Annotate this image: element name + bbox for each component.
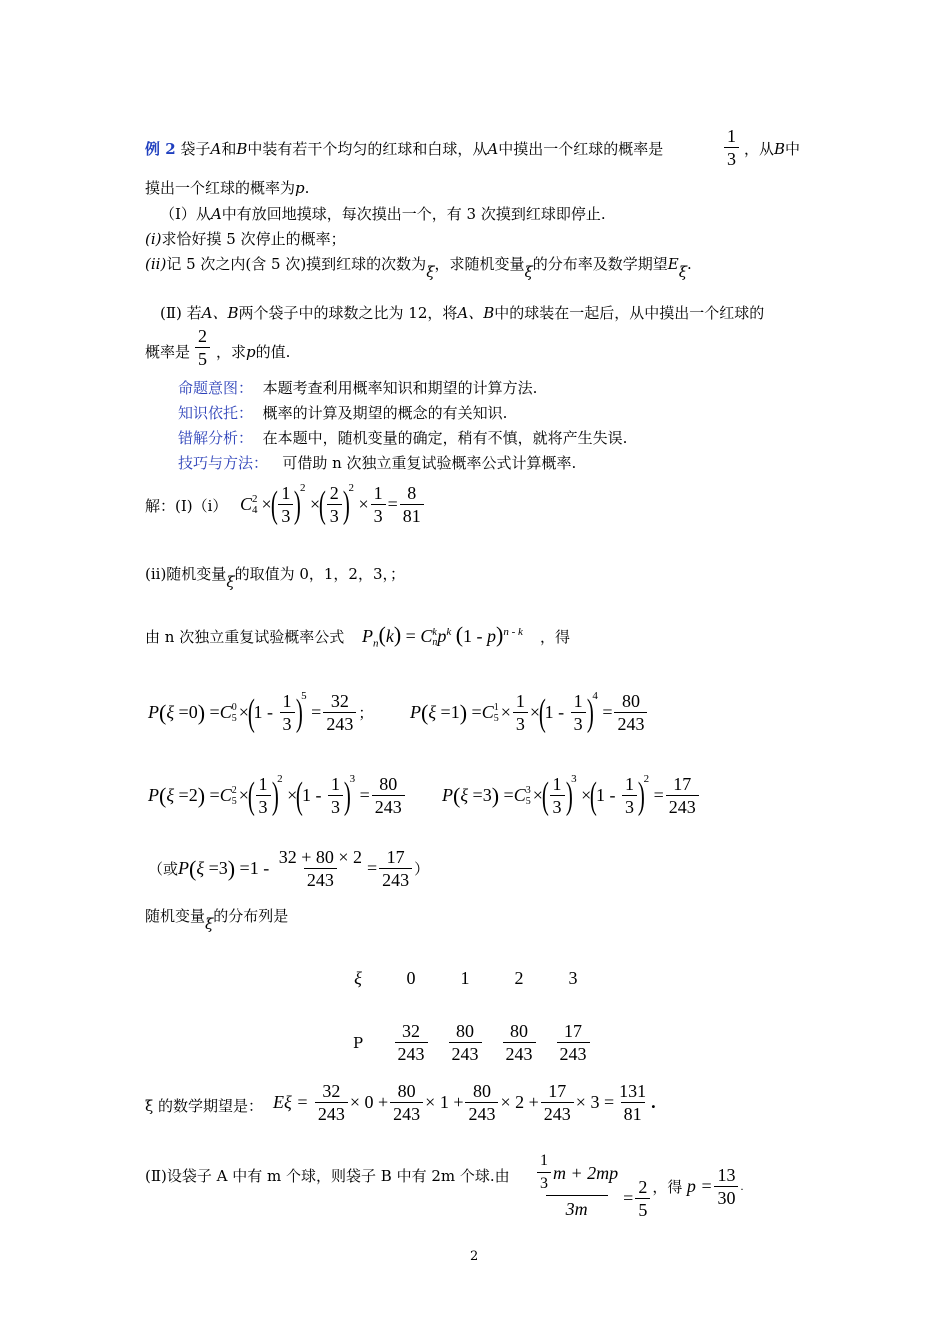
table-header-3: 3 <box>568 968 578 988</box>
bernoulli-formula: $P_n(k) = C$ k n $p^k$ (1 - p)$^{n - k}$ <box>362 622 523 650</box>
eq-p1: P ( ξ =1 ) = C 1 5 × $\frac{1}{3}$ × ( 1 - $\frac{1}{3}$ ) 4 = $\frac{80}{243}$ <box>410 690 649 735</box>
eq-p0: P ( ξ =0 ) = C 0 5 × ( 1 - $\frac{1}{3}$ ) 5 = $\frac{32}{243}$ ； <box>148 690 374 734</box>
table-cell-p2: $\frac{80}{243}$ <box>489 1020 549 1065</box>
page-number: 2 <box>470 1249 479 1264</box>
eq-alt-p3: （或 P ( ξ =3 ) =1 - $\frac{32 + 80 \times 2}{243}$ = $\frac{17}{243}$ ） <box>148 847 430 890</box>
table-header-2: 2 <box>514 968 524 988</box>
note-intent: 命题意图： 本题考查利用概率知识和期望的计算方法. <box>178 379 538 397</box>
table-cell-p1: $\frac{80}{243}$ <box>435 1020 495 1065</box>
note-knowledge: 知识依托： 概率的计算及期望的概念的有关知识. <box>178 404 508 422</box>
table-header-xi: ξ <box>354 968 362 988</box>
table-cell-p3: $\frac{17}{243}$ <box>543 1020 603 1065</box>
example-line-1: 例 2 袋子A和B中装有若干个均匀的红球和白球，从A中摸出一个红球的概率是 <box>145 140 664 158</box>
part2-line-2: 概率是 <box>145 343 191 361</box>
distribution-intro: 随机变量ξ的分布列是 <box>145 907 289 933</box>
example-label: 例 2 <box>145 140 176 158</box>
solution-i-formula: C 2 4 × ( $\frac{1}{3}$ ) 2 × ( $\frac{2}{3}$ ) 2 × $\frac{1}{3}$ = $\frac{8}{81}$ <box>240 482 426 527</box>
part1-intro: （Ⅰ）从A中有放回地摸球，每次摸出一个，有 3 次摸到红球即停止. <box>160 205 606 223</box>
part2-line-1: (Ⅱ) 若A、B两个袋子中的球数之比为 12，将A、B中的球装在一起后，从中摸出一个红球的 <box>160 304 765 322</box>
note-error-analysis: 错解分析： 在本题中，随机变量的确定，稍有不慎，就将产生失误. <box>178 429 628 447</box>
example-line-2: 摸出一个红球的概率为p. <box>145 179 310 197</box>
solution-ii-text: (ii)随机变量ξ的取值为 0，1，2，3，； <box>145 565 406 591</box>
part1-ii: (ii)记 5 次之内(含 5 次)摸到红球的次数为ξ，求随机变量ξ的分布率及数学期望Eξ. <box>145 255 692 281</box>
expectation-formula: Eξ = $\frac{32}{243}$ × 0 + $\frac{80}{243}$ × 1 + $\frac{80}{243}$ × 2 + $\frac{17}{243}$ × 3 = $\frac{131}{81}$ . <box>273 1081 656 1124</box>
eq-p2: P ( ξ =2 ) = C 2 5 × ( $\frac{1}{3}$ ) 2 × ( 1 - $\frac{1}{3}$ ) 3 = $\frac{80}{243}$ <box>148 773 407 818</box>
table-cell-p0: $\frac{32}{243}$ <box>381 1020 441 1065</box>
eq-p3: P ( ξ =3 ) = C 3 5 × ( $\frac{1}{3}$ ) 3 × ( 1 - $\frac{1}{3}$ ) 2 = $\frac{17}{243}$ <box>442 773 701 818</box>
table-header-0: 0 <box>406 968 416 988</box>
table-header-1: 1 <box>460 968 470 988</box>
prob-fraction-2-5: $\frac{2}{5}$ <box>193 325 212 370</box>
bernoulli-text: 由 n 次独立重复试验概率公式 <box>145 628 345 646</box>
solution-intro: 解：(Ⅰ)（i） <box>145 497 228 515</box>
expectation-label: ξ 的数学期望是： <box>145 1097 264 1115</box>
part2-solution-text: (Ⅱ)设袋子 A 中有 m 个球，则袋子 B 中有 2m 个球.由 <box>145 1167 510 1185</box>
prob-fraction-1-3: $\frac{1}{3}$ <box>722 125 741 170</box>
part2-solution-formula: $\frac{1}{3}$ m + 2mp 3m = $\frac{2}{5}$ ，得 p = $\frac{13}{30}$ . <box>530 1150 743 1222</box>
part1-i: (i)求恰好摸 5 次停止的概率； <box>145 230 346 248</box>
note-technique: 技巧与方法： 可借助 n 次独立重复试验概率公式计算概率. <box>178 454 577 472</box>
table-row-label: P <box>352 1034 364 1052</box>
